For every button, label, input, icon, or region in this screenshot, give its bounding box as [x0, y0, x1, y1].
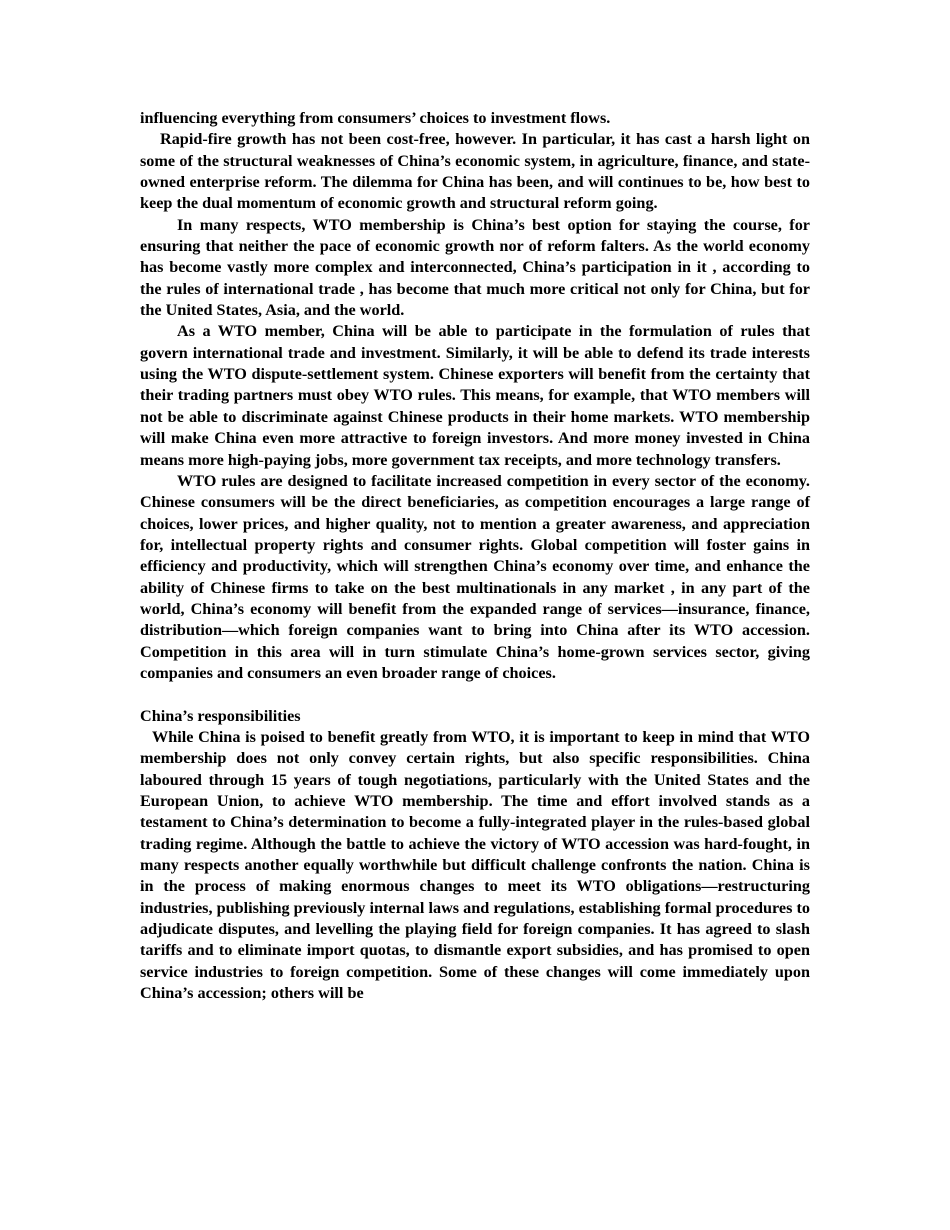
text-column — [140, 108, 810, 1004]
paragraph-as-a-wto-member: As a WTO member, China will be able to participate in the formulation of rules that govern international trade and investment. Similarly, it will be able to defend its trade interests using the WTO dispute-settlement system. Chinese exporters will benefit from the certainty that their trading partners must obey WTO rules. This means, for example, that WTO members will not be able to discriminate against Chinese products in their home markets. WTO membership will make China even more attractive to foreign investors. And more money invested in China means more high-paying jobs, more government tax receipts, and more technology transfers. — [140, 322, 810, 469]
paragraph-in-many-respects: In many respects, WTO membership is China’s best option for staying the course, for ensuring that neither the pace of economic growth nor of reform falters. As the world economy has become vastly more complex and interconnected, China’s participation in it , according to the rules of international trade , has become that much more critical not only for China, but for the United States, Asia, and the world. — [140, 215, 810, 320]
section-heading-china-responsibilities: China’s responsibilities — [140, 706, 301, 725]
paragraph-while-china: While China is poised to benefit greatly from WTO, it is important to keep in mind that WTO membership does not only convey certain rights, but also specific responsibilities. China laboured through 15 years of tough negotiations, particularly with the United States and the European Union, to achieve WTO membership. The time and effort involved stands as a testament to China’s determination to become a fully-integrated player in the rules-based global trading regime. Although the battle to achieve the victory of WTO accession was hard-fought, in many respects another equally worthwhile but difficult challenge confronts the nation. China is in the process of making enormous changes to meet its WTO obligations—restructuring industries, publishing previously internal laws and regulations, establishing formal procedures to adjudicate disputes, and levelling the playing field for foreign companies. It has agreed to slash tariffs and to eliminate import quotas, to dismantle export subsidies, and has promised to open service industries to foreign competition. Some of these changes will come immediately upon China’s accession; others will be — [140, 727, 810, 1003]
paragraph-continuation: influencing everything from consumers’ choices to investment flows. — [140, 109, 611, 127]
paragraph-wto-rules: WTO rules are designed to facilitate increased competition in every sector of the economy. Chinese consumers will be the direct beneficiaries, as competition encourages a large range of choices, lower prices, and higher quality, not to mention a greater awareness, and appreciation for, intellectual property rights and consumer rights. Global competition will foster gains in efficiency and productivity, which will strengthen China’s economy over time, and enhance the ability of Chinese firms to take on the best multinationals in any market , in any part of the world, China’s economy will benefit from the expanded range of services—insurance, finance, distribution—which foreign companies want to bring into China after its WTO accession. Competition in this area will in turn stimulate China’s home-grown services sector, giving companies and consumers an even broader range of choices. — [140, 471, 810, 682]
paragraph-rapid-fire-growth: Rapid-fire growth has not been cost-free, however. In particular, it has cast a harsh light on some of the structural weaknesses of China’s economic system, in agriculture, finance, and state-owned enterprise reform. The dilemma for China has been, and will continues to be, how best to keep the dual momentum of economic growth and structural reform going. — [140, 130, 810, 213]
paragraph-spacer — [140, 684, 810, 705]
